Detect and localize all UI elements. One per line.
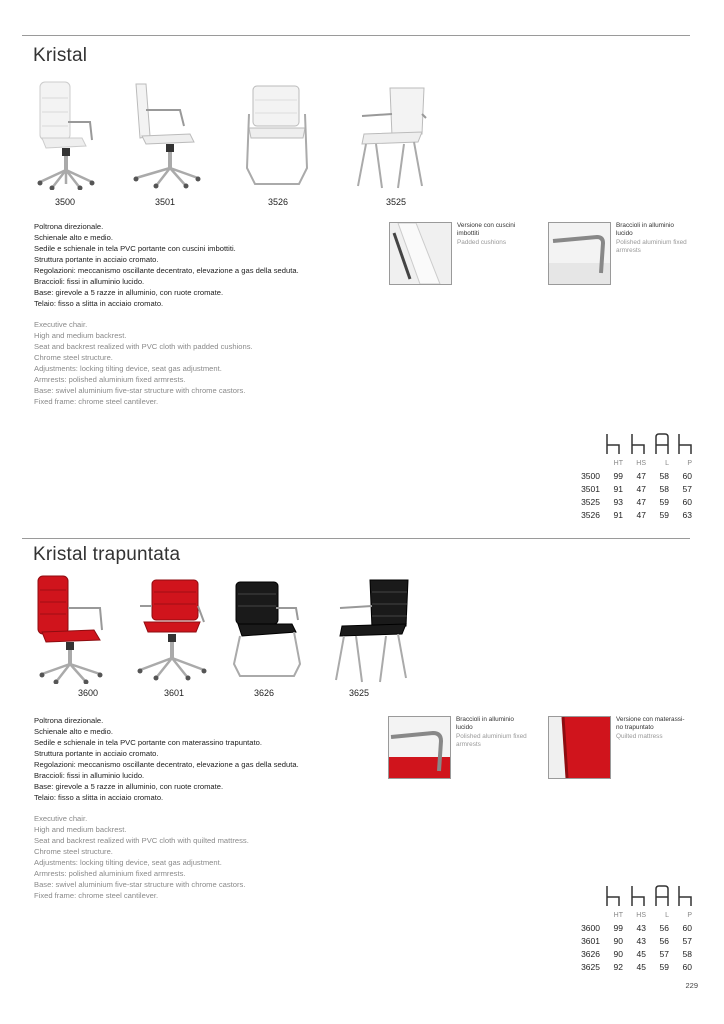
cell: 47 [636,496,646,507]
cell: 93 [613,496,623,507]
description-line: Regolazioni: meccanismo oscillante decentrato, elevazione a gas della seduta. [34,266,299,275]
cell: 47 [636,483,646,494]
description-line: Executive chair. [34,814,88,823]
cell: 45 [636,948,646,959]
description-line: Seat and backrest realized with PVC cloth with quilted mattress. [34,836,249,845]
cell: 43 [636,922,646,933]
detail-image-quilted-mattress [548,716,611,779]
cell: 3526 [581,509,600,520]
description-line: Adjustments: locking tilting device, seat gas adjustment. [34,858,222,867]
description-line: Chrome steel structure. [34,847,113,856]
cell: 58 [682,948,692,959]
chair-image-3601 [134,576,208,682]
description-line: Regolazioni: meccanismo oscillante decentrato, elevazione a gas della seduta. [34,760,299,769]
cell: 99 [613,922,623,933]
cell: 60 [682,496,692,507]
cell: 43 [636,935,646,946]
cell: 47 [636,470,646,481]
header-l: L [665,911,669,919]
chair-image-3625 [334,578,414,684]
detail-image-aluminium-armrests [548,222,611,285]
section-rule [22,538,690,539]
description-line: Seat and backrest realized with PVC cloth with padded cushions. [34,342,253,351]
cell: 3625 [581,961,600,972]
model-code-3600: 3600 [78,688,99,698]
detail-caption [457,222,532,247]
header-ht: HT [613,911,623,919]
chair-image-3500 [32,78,102,190]
cell: 3501 [581,483,600,494]
description-line: Base: swivel aluminium five-star structure with chrome castors. [34,386,246,395]
detail-caption [616,716,691,741]
description-line: Chrome steel structure. [34,353,113,362]
model-code-3501: 3501 [155,197,176,207]
caption-it-line: lucido [456,724,473,732]
cell: 3601 [581,935,600,946]
cell: 57 [682,483,692,494]
top-rule [22,35,690,36]
caption-en-line: armrests [616,247,641,255]
table-row [573,947,692,960]
detail-caption [616,222,691,256]
cell: 59 [659,509,669,520]
chair-image-3626 [230,580,304,680]
cell: 3500 [581,470,600,481]
caption-it-line: Braccioli in alluminio [616,222,674,229]
cell: 91 [613,483,623,494]
header-p: P [687,911,692,919]
cell: 47 [636,509,646,520]
caption-it-line: Versione con cuscini [457,222,516,229]
cell: 59 [659,496,669,507]
cell: 56 [659,935,669,946]
description-line: Base: girevole a 5 razze in alluminio, con ruote cromate. [34,288,224,297]
description-english [34,319,334,407]
dimension-icons [603,885,693,907]
cell: 59 [659,961,669,972]
description-line: Schienale alto e medio. [34,727,113,736]
caption-it-line: imbottiti [457,230,480,238]
description-line: Schienale alto e medio. [34,233,113,242]
caption-it-line: lucido [616,230,633,238]
table-row [573,934,692,947]
description-line: Braccioli: fissi in alluminio lucido. [34,277,145,286]
description-line: Executive chair. [34,320,88,329]
description-line: Armrests: polished aluminium fixed armrests. [34,375,186,384]
section-title-kristal: Kristal [33,45,88,66]
cell: 90 [613,935,623,946]
detail-image-aluminium-armrests [388,716,451,779]
cell: 3600 [581,922,600,933]
caption-en-line: Polished aluminium fixed [456,732,527,740]
header-p: P [687,459,692,467]
chair-image-3600 [34,572,110,684]
description-line: Telaio: fisso a slitta in acciaio cromato. [34,299,164,308]
header-hs: HS [636,911,646,919]
caption-en-line: Polished aluminium fixed [616,238,687,246]
cell: 60 [682,961,692,972]
caption-en-line: Padded cushions [457,238,507,246]
page-number: 229 [685,981,698,990]
cell: 99 [613,470,623,481]
description-line: Adjustments: locking tilting device, seat gas adjustment. [34,364,222,373]
description-line: Armrests: polished aluminium fixed armrests. [34,869,186,878]
cell: 56 [659,922,669,933]
table-row [573,482,692,495]
description-italian [34,221,334,309]
description-italian [34,715,334,803]
chair-image-3525 [352,84,432,190]
caption-it-line: Braccioli in alluminio [456,716,514,723]
table-row [573,495,692,508]
description-english [34,813,334,901]
cell: 57 [682,935,692,946]
description-line: Sedile e schienale in tela PVC portante con materassino trapuntato. [34,738,262,747]
cell: 60 [682,470,692,481]
model-code-3626: 3626 [254,688,275,698]
description-line: Fixed frame: chrome steel cantilever. [34,891,159,900]
cell: 63 [682,509,692,520]
caption-it-line: Versione con materassi- [616,716,685,723]
description-line: Poltrona direzionale. [34,716,104,725]
cell: 45 [636,961,646,972]
caption-it-line: no trapuntato [616,724,654,732]
cell: 3525 [581,496,600,507]
header-l: L [665,459,669,467]
description-line: Braccioli: fissi in alluminio lucido. [34,771,145,780]
table-row [573,921,692,934]
detail-image-padded-cushions [389,222,452,285]
description-line: Base: swivel aluminium five-star structure with chrome castors. [34,880,246,889]
table-row [573,508,692,521]
description-line: Struttura portante in acciaio cromato. [34,255,159,264]
model-code-3526: 3526 [268,197,289,207]
description-line: Sedile e schienale in tela PVC portante con cuscini imbottiti. [34,244,236,253]
description-line: Struttura portante in acciaio cromato. [34,749,159,758]
description-line: Poltrona direzionale. [34,222,104,231]
chair-image-3526 [241,84,313,188]
cell: 57 [659,948,669,959]
model-code-3525: 3525 [386,197,407,207]
cell: 60 [682,922,692,933]
model-code-3500: 3500 [55,197,76,207]
table-row [573,960,692,973]
section-title-kristal-trapuntata: Kristal trapuntata [33,544,181,565]
cell: 92 [613,961,623,972]
header-ht: HT [613,459,623,467]
detail-caption [456,716,531,750]
caption-en-line: Quilted mattress [616,732,663,740]
caption-en-line: armrests [456,741,481,749]
cell: 58 [659,483,669,494]
model-code-3601: 3601 [164,688,185,698]
model-code-3625: 3625 [349,688,370,698]
cell: 90 [613,948,623,959]
table-row [573,469,692,482]
cell: 58 [659,470,669,481]
cell: 3626 [581,948,600,959]
description-line: Fixed frame: chrome steel cantilever. [34,397,159,406]
description-line: High and medium backrest. [34,825,127,834]
description-line: Base: girevole a 5 razze in alluminio, con ruote cromate. [34,782,224,791]
header-hs: HS [636,459,646,467]
description-line: Telaio: fisso a slitta in acciaio cromato. [34,793,164,802]
chair-image-3501 [128,80,202,190]
description-line: High and medium backrest. [34,331,127,340]
cell: 91 [613,509,623,520]
dimension-icons [603,433,693,455]
